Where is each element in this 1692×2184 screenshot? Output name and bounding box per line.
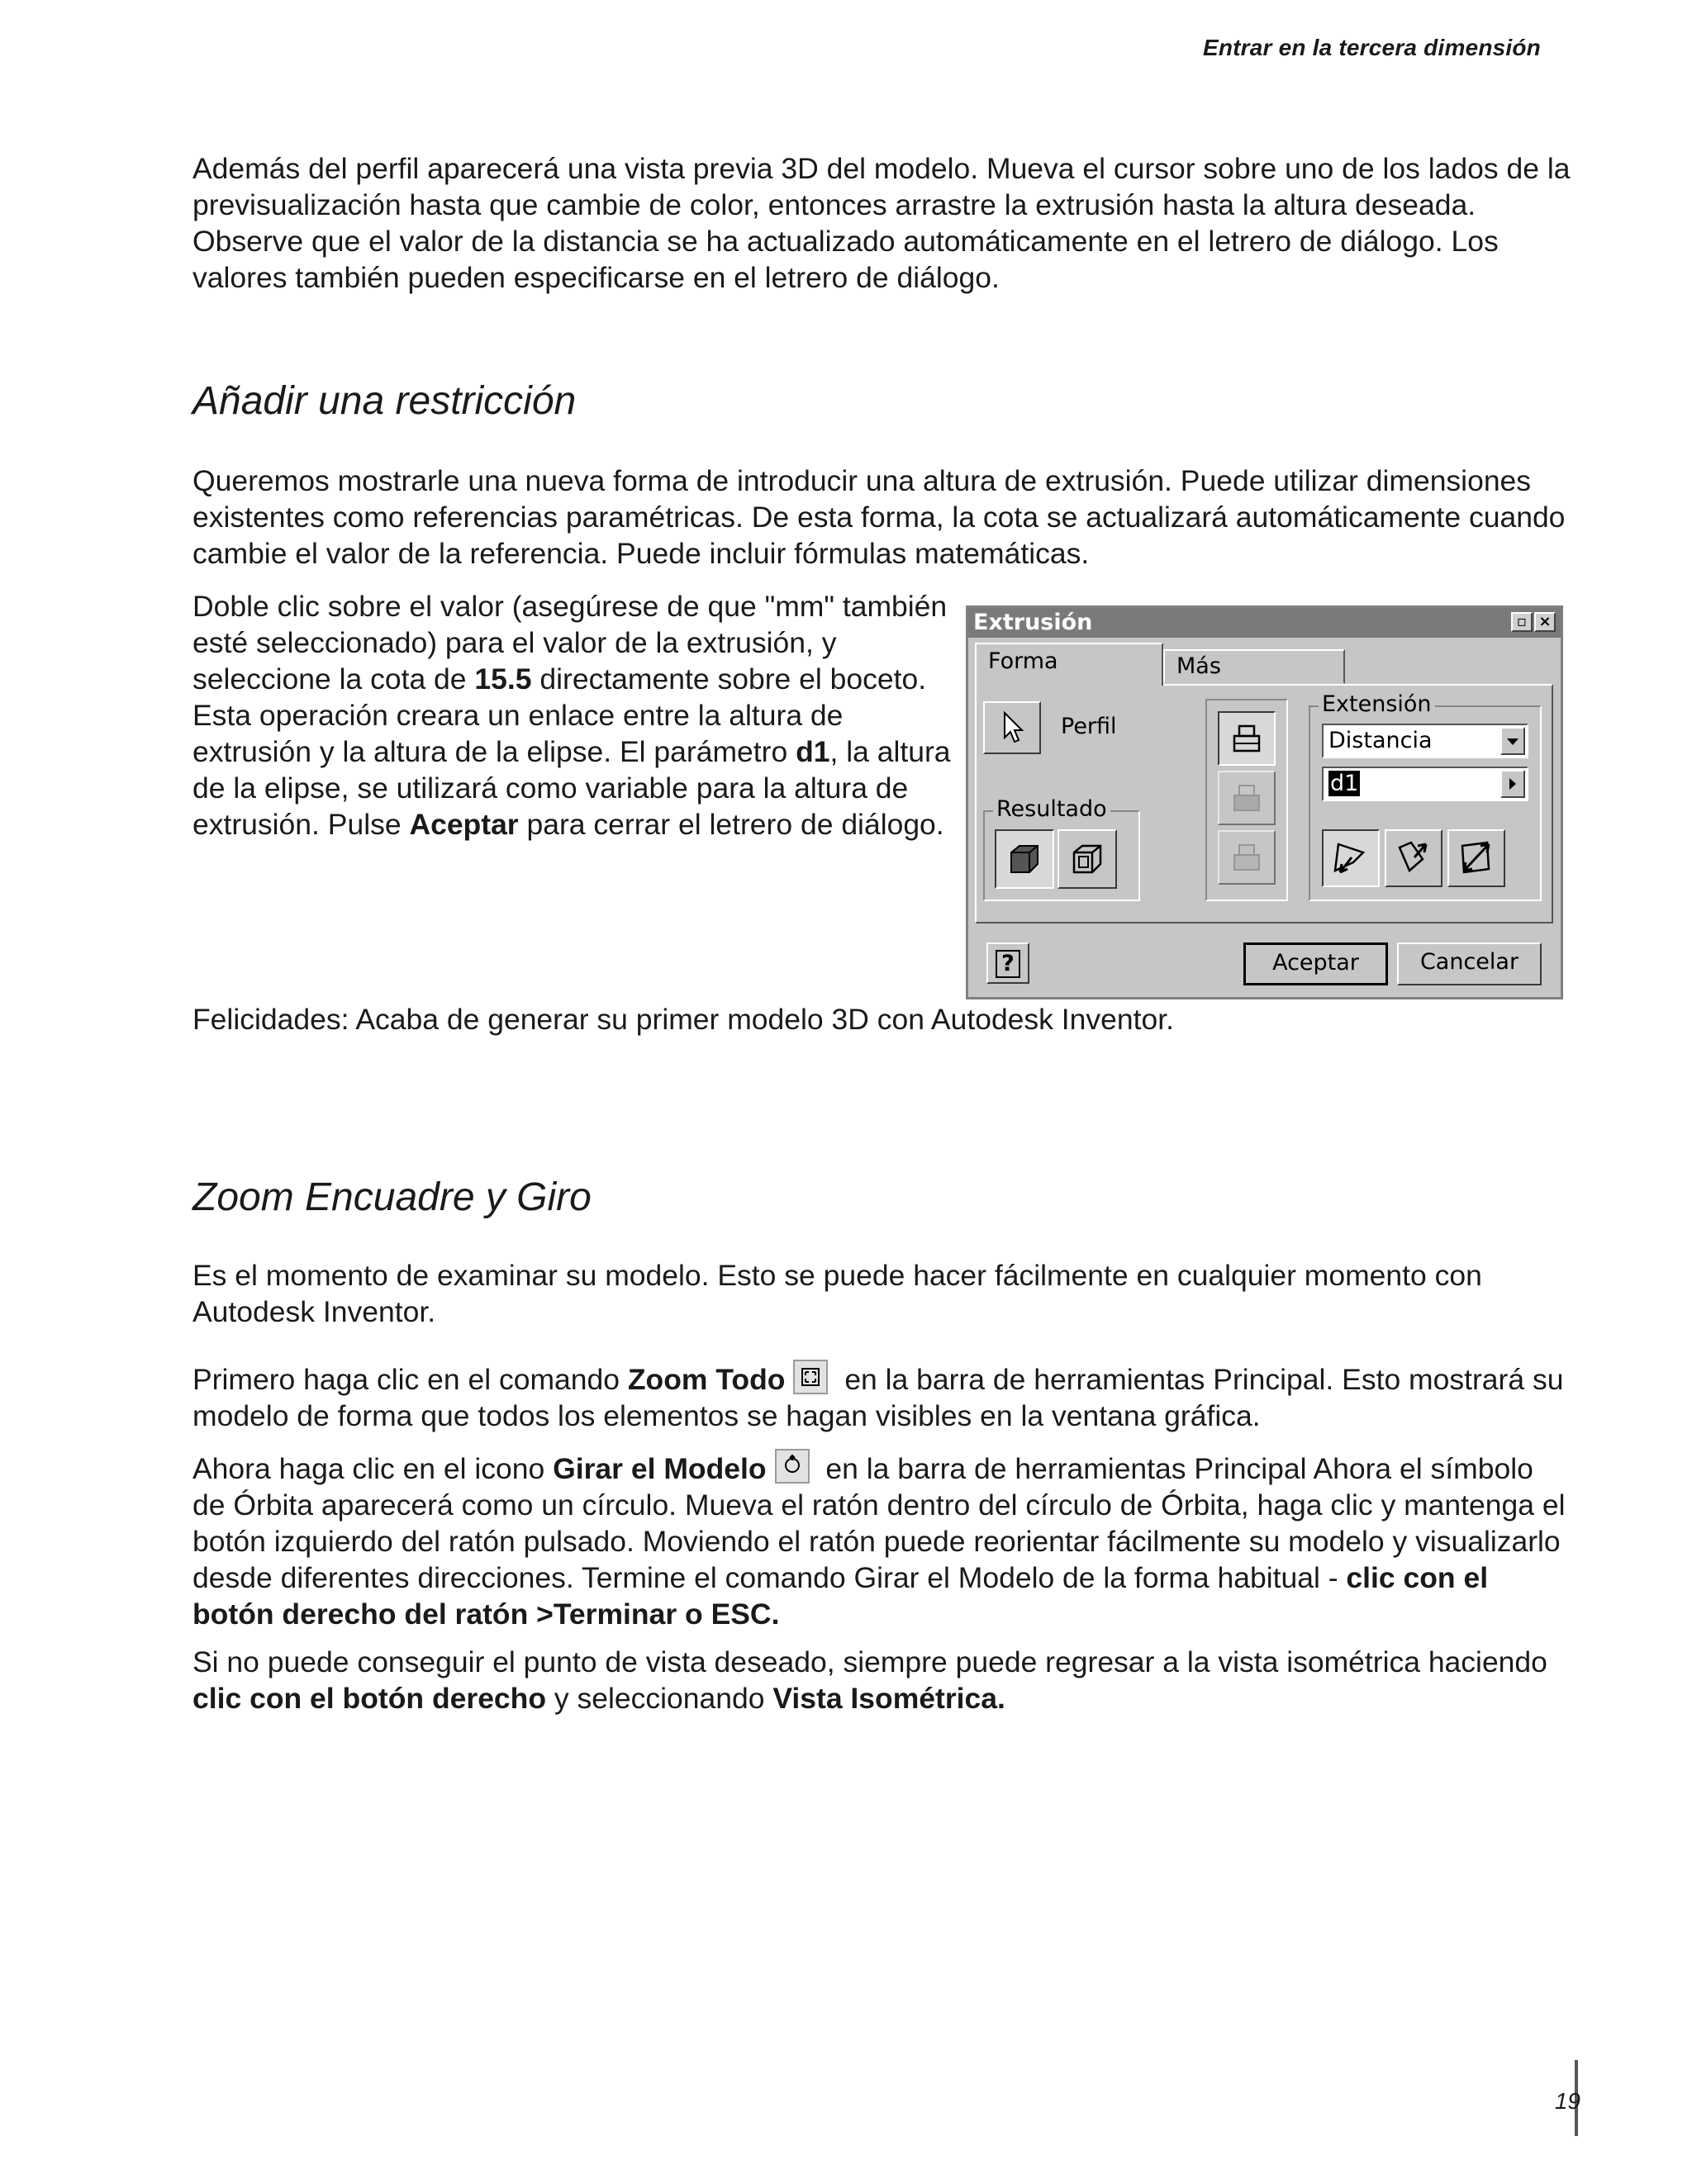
help-button[interactable]: [986, 942, 1029, 984]
surface-output-icon: [1219, 772, 1274, 824]
dialog-title: Extrusión: [973, 610, 1093, 635]
section2-p4: Si no puede conseguir el punto de vista deseado, siempre puede regresar a la vista isométrica haciendo clic con el botón derecho y seleccionando Vista Isométrica.: [192, 1645, 1547, 1715]
rotate-model-icon: [775, 1449, 810, 1484]
chevron-down-icon[interactable]: [1500, 727, 1525, 755]
intro-paragraph: Además del perfil aparecerá una vista previa 3D del modelo. Mueva el cursor sobre uno de los lados de la previsualización hasta que cambie de color, entonces arrastre la extrusión hasta la altura deseada. Observe que el valor de la distancia se ha actualizado automáticamente en el letrero de diálogo. Los valores también pueden especificarse en el letrero de diálogo.: [192, 152, 1571, 294]
chevron-right-icon[interactable]: [1500, 770, 1525, 798]
direction-two-button[interactable]: [1385, 829, 1442, 887]
perfil-label: Perfil: [1061, 714, 1117, 739]
page-number: 19: [1554, 2088, 1580, 2114]
extension-type-value: Distancia: [1328, 728, 1433, 753]
resultado-label: Resultado: [993, 797, 1110, 822]
section-heading-zoom: Zoom Encuadre y Giro: [192, 1175, 592, 1219]
extrusion-dialog: [966, 605, 1563, 999]
extension-type-select[interactable]: [1322, 724, 1528, 758]
cut-result-button[interactable]: [1058, 829, 1117, 889]
direction-one-button[interactable]: [1322, 829, 1380, 887]
dialog-titlebar: [968, 608, 1561, 638]
tab-mas[interactable]: Más: [1163, 649, 1345, 684]
direction-symmetric-icon: [1449, 831, 1504, 885]
join-result-button[interactable]: [995, 829, 1054, 889]
help-icon: ?: [996, 950, 1020, 978]
section1-closing: Felicidades: Acaba de generar su primer modelo 3D con Autodesk Inventor.: [192, 1003, 1174, 1036]
solid-output-icon: [1219, 713, 1274, 764]
solid-cube-icon: [996, 831, 1053, 887]
cursor-arrow-icon: [985, 703, 1039, 753]
direction-down-icon: [1324, 831, 1378, 885]
zoom-all-icon: [793, 1360, 828, 1394]
assembly-output-icon: [1219, 832, 1274, 883]
direction-up-icon: [1386, 831, 1441, 885]
section2-p3: Ahora haga clic en el icono Girar el Modelo en la barra de herramientas Principal Ahora el símbolo de Órbita aparecerá como un círculo. Mueva el ratón dentro del círculo de Órbita, haga clic y mantenga el botón izquierdo del ratón pulsado. Moviendo el ratón puede reorientar fácilmente su modelo y visualizarlo desde diferentes direcciones. Termine el comando Girar el Modelo de la forma habitual - clic con el botón derecho del ratón >Terminar o ESC.: [192, 1449, 1572, 1632]
output-assembly-button[interactable]: [1218, 830, 1276, 885]
section2-p1: Es el momento de examinar su modelo. Esto se puede hacer fácilmente en cualquier momento con Autodesk Inventor.: [192, 1259, 1482, 1328]
section1-paragraph: Queremos mostrarle una nueva forma de introducir una altura de extrusión. Puede utilizar dimensiones existentes como referencias paramétricas. De esta forma, la cota se actualizará automáticamente cuando cambie el valor de la referencia. Puede incluir fórmulas matemáticas.: [192, 464, 1566, 570]
distance-value: d1: [1330, 771, 1359, 796]
ok-button[interactable]: Aceptar: [1243, 942, 1388, 985]
section2-p2: Primero haga clic en el comando Zoom Todo en la barra de herramientas Principal. Esto mostrará su modelo de forma que todos los elementos se hagan visibles en la ventana gráfica.: [192, 1360, 1572, 1434]
output-surface-button[interactable]: [1218, 771, 1276, 825]
tab-forma[interactable]: Forma: [975, 643, 1163, 686]
section-heading-restriccion: Añadir una restricción: [192, 379, 577, 423]
wire-cube-icon: [1059, 831, 1115, 887]
profile-select-button[interactable]: [983, 701, 1041, 754]
close-icon[interactable]: ×: [1534, 612, 1556, 632]
restore-icon[interactable]: ▫: [1511, 612, 1533, 632]
section1-side-paragraph: Doble clic sobre el valor (asegúrese de que "mm" también esté seleccionado) para el valor de la extrusión, y seleccione la cota de 15.5 directamente sobre el boceto. Esta operación creara un enlace entre la altura de extrusión y la altura de la elipse. El parámetro d1, la altura de la elipse, se utilizará como variable para la altura de extrusión. Pulse Aceptar para cerrar el letrero de diálogo.: [192, 590, 951, 841]
distance-input[interactable]: [1322, 767, 1528, 801]
extension-label: Extensión: [1319, 692, 1435, 717]
running-header: Entrar en la tercera dimensión: [1202, 35, 1541, 60]
output-solid-button[interactable]: [1218, 711, 1276, 766]
direction-symmetric-button[interactable]: [1447, 829, 1505, 887]
cancel-button[interactable]: Cancelar: [1397, 942, 1542, 985]
